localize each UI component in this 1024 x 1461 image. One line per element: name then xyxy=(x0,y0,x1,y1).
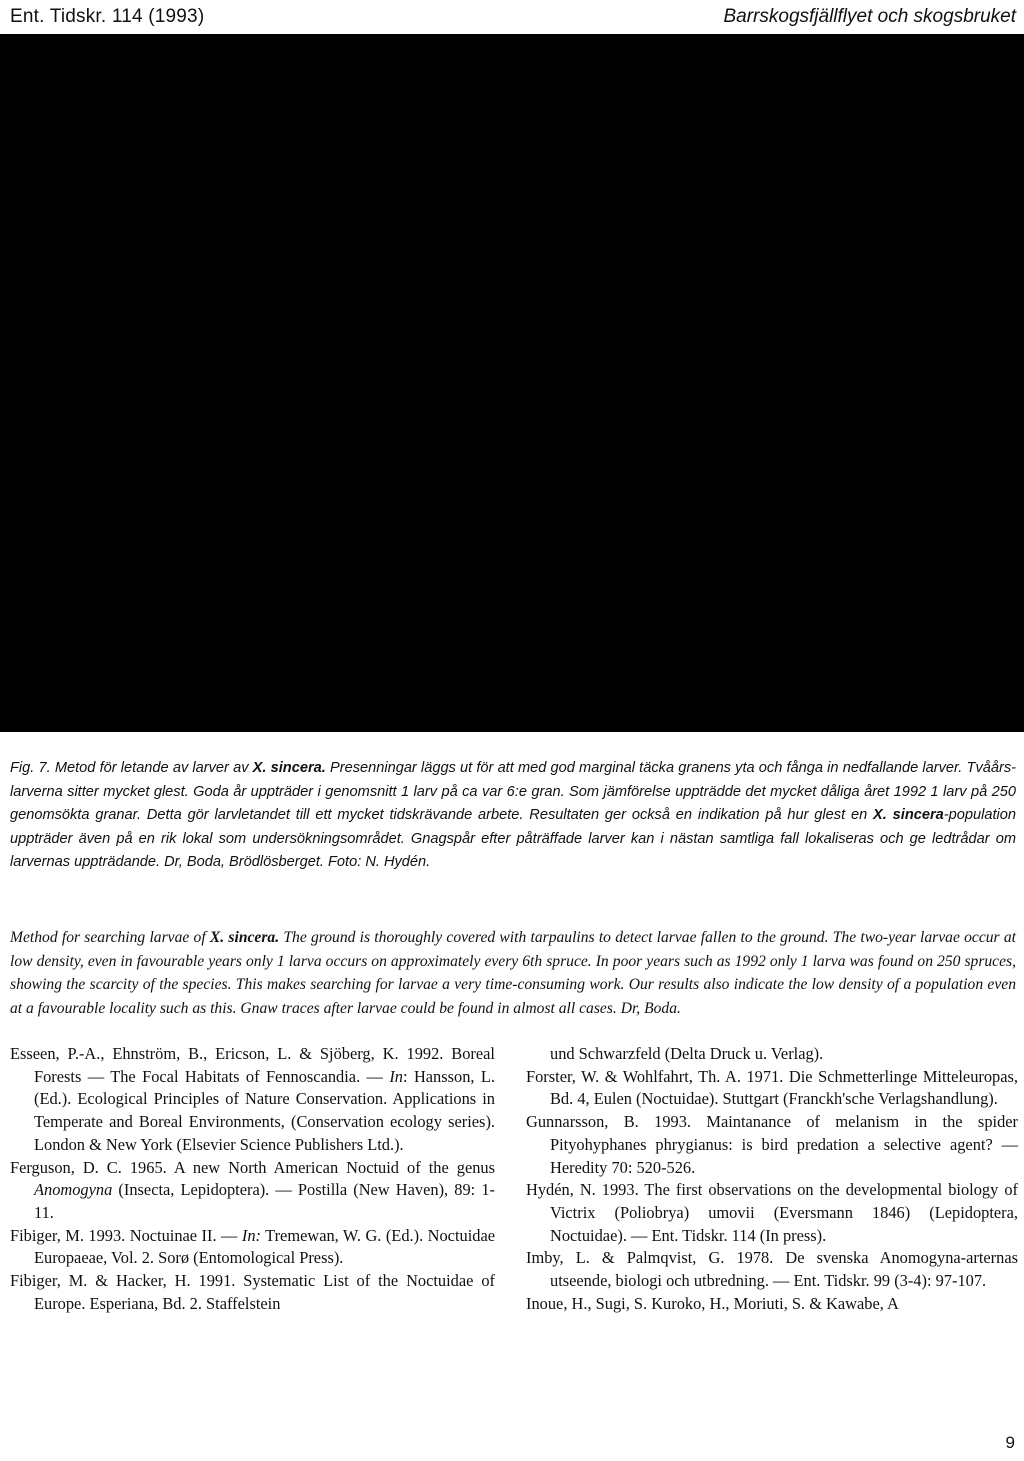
reference-text: Fibiger, M. & Hacker, H. 1991. Systematic List of the Noctuidae of Europe. Esperiana, Bd. 2. Staffelstein xyxy=(10,1271,495,1313)
reference-entry xyxy=(10,1043,495,1157)
reference-text: Ferguson, D. C. 1965. A new North American Noctuid of the genus xyxy=(10,1157,495,1177)
caption-sv-text-2: -population uppträder även på en rik lokal som undersökningsområdet. Gnagspår efter påträffade larver kan i nästan samtliga fall lokaliseras och ge ledtrådar om larvernas uppträdande. Dr, Boda, Brödlösberget. Foto: N. Hydén. xyxy=(10,807,1016,871)
reference-text: : Hansson, L. (Ed.). Ecological Principles of Nature Conservation. Applications in Temperate and Boreal Environments, (Conservation ecology series). London & New York (Elsevier Science Publishers Ltd.). xyxy=(34,1066,495,1154)
reference-entry xyxy=(10,1225,495,1270)
reference-italic: In: xyxy=(241,1225,261,1245)
reference-entry xyxy=(10,1157,495,1225)
caption-en-text: The ground is thoroughly covered with tarpaulins to detect larvae fallen to the ground. The two-year larvae occur at low density, even in favourable years only 1 larva occurs on approximately every 6th spruce. In poor years such as 1992 only 1 larva was found on 250 spruces, showing the scarcity of the species. This makes searching for larvae a very time-consuming work. Our results also indicate the low density of a population even at a favourable locality such as this. Gnaw traces after larvae could be found in almost all cases. Dr, Boda. xyxy=(10,929,1016,1017)
references-left-column xyxy=(10,1043,495,1315)
page-number: 9 xyxy=(1005,1433,1015,1452)
reference-entry: Inoue, H., Sugi, S. Kuroko, H., Moriuti, S. & Kawabe, A xyxy=(526,1293,899,1313)
reference-text: (Insecta, Lepidoptera). — Postilla (New Haven), 89: 1-11. xyxy=(34,1180,495,1222)
reference-entry: Hydén, N. 1993. The first observations on the developmental biology of Victrix (Poliobrya) umovii (Eversmann 1846) (Lepidoptera, Noctuidae). — Ent. Tidskr. 114 (In press). xyxy=(526,1180,1018,1245)
caption-sv-label: Fig. 7. Metod för letande av larver av xyxy=(10,760,249,776)
references-right-column xyxy=(526,1043,1018,1315)
figure-caption-swedish xyxy=(10,757,1016,875)
caption-sv-species-2: X. sincera xyxy=(873,807,944,824)
reference-italic: Anomogyna xyxy=(34,1180,113,1200)
reference-text: Tremewan, W. G. (Ed.). Noctuidae Europaeae, Vol. 2. Sorø (Entomological Press). xyxy=(34,1225,495,1268)
journal-reference: Ent. Tidskr. 114 (1993) xyxy=(10,6,205,27)
reference-entry-continuation: und Schwarzfeld (Delta Druck u. Verlag). xyxy=(550,1044,824,1063)
caption-sv-text: Presenningar läggs ut för att med god marginal täcka granens yta och fånga in nedfallande larver. Tvåårs-larverna sitter mycket glest. Goda år uppträder i genomsnitt 1 larv på ca var 6:e gran. Som jämförelse uppträdde det mycket dåliga året 1992 1 larv på 250 genomsökta granar. Detta gör larvletandet till ett mycket tidskrävande arbete. Resultaten ger också en indikation på hur glest en xyxy=(10,760,1016,824)
reference-entry: Forster, W. & Wohlfahrt, Th. A. 1971. Die Schmetterlinge Mitteleuropas, Bd. 4, Eulen (Noctuidae). Stuttgart (Franckh'sche Verlagshandlung). xyxy=(526,1066,1018,1109)
reference-entry xyxy=(10,1270,495,1315)
reference-entry: Imby, L. & Palmqvist, G. 1978. De svenska Anomogyna-arternas utseende, biologi och utbredning. — Ent. Tidskr. 99 (3-4): 97-107. xyxy=(526,1248,1018,1291)
reference-text: Esseen, P.-A., Ehnström, B., Ericson, L. & Sjöberg, K. 1992. Boreal Forests — The Focal Habitats of Fennoscandia. — xyxy=(10,1044,495,1086)
reference-italic: In xyxy=(389,1066,403,1086)
figure-caption-english xyxy=(10,926,1016,1020)
running-head xyxy=(10,6,1016,36)
reference-entry: Gunnarsson, B. 1993. Maintanance of melanism in the spider Pityohyphanes phrygianus: is bird predation a selective agent? — Heredity 70: 520-526. xyxy=(526,1112,1018,1177)
caption-en-label: Method for searching larvae of xyxy=(10,929,206,946)
caption-sv-species: X. sincera. xyxy=(252,760,326,776)
figure-photo xyxy=(0,34,1024,732)
article-title: Barrskogsfjällflyet och skogsbruket xyxy=(723,6,1016,27)
caption-en-species: X. sincera. xyxy=(209,929,280,946)
reference-text: Fibiger, M. 1993. Noctuinae II. — xyxy=(10,1225,242,1245)
